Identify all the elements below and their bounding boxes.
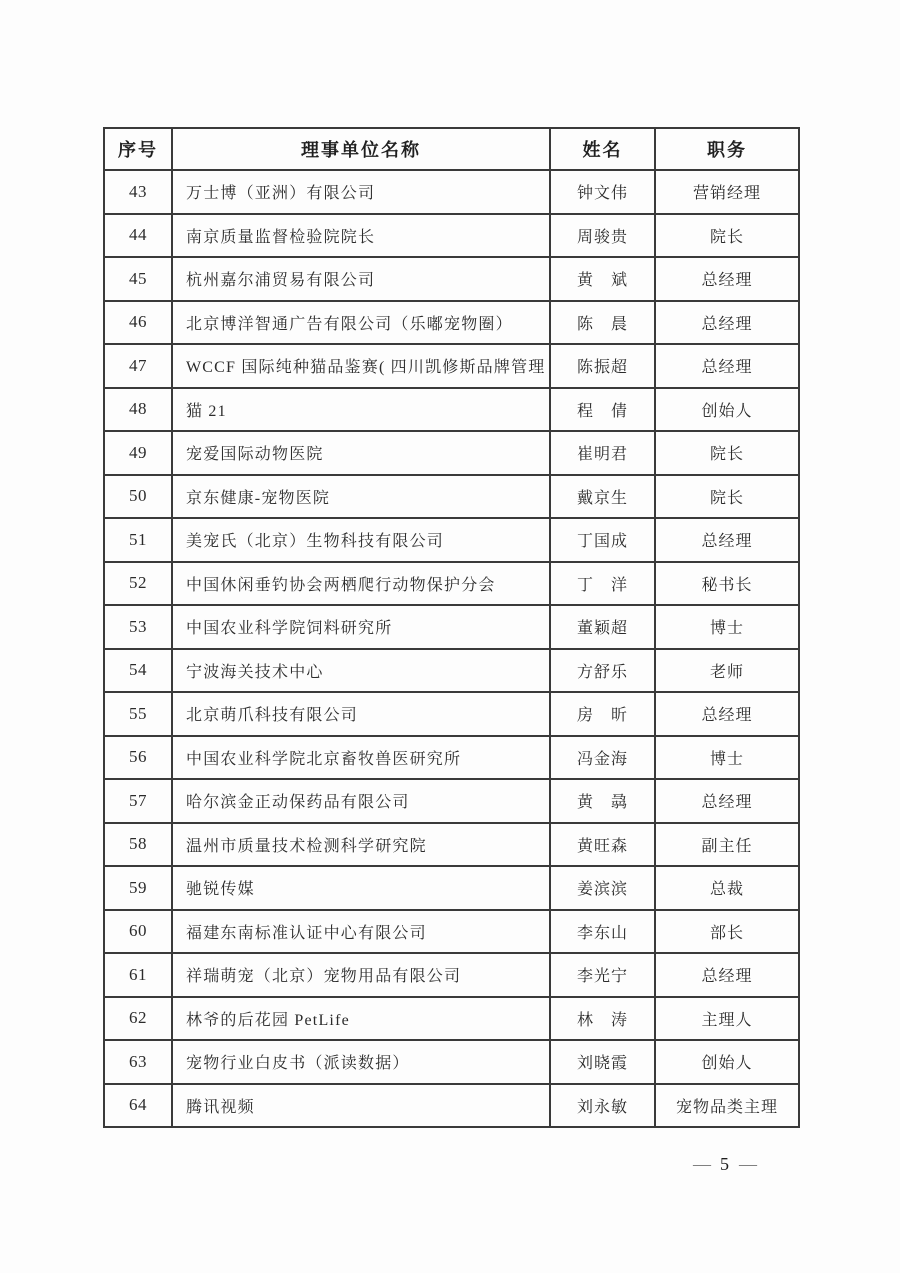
cell-organization-name: 哈尔滨金正动保药品有限公司: [172, 779, 550, 823]
cell-person-name: 李东山: [550, 910, 655, 954]
table-row: [104, 257, 799, 301]
page-number-left-dash: —: [693, 1154, 711, 1174]
cell-serial-number: 48: [104, 388, 172, 432]
page-number-value: 5: [720, 1154, 730, 1174]
table-row: [104, 866, 799, 910]
cell-job-title: 总经理: [655, 692, 799, 736]
table-row: [104, 475, 799, 519]
cell-job-title: 创始人: [655, 388, 799, 432]
cell-serial-number: 52: [104, 562, 172, 606]
cell-organization-name: 宠物行业白皮书（派读数据）: [172, 1040, 550, 1084]
table-row: [104, 170, 799, 214]
cell-person-name: 周骏贵: [550, 214, 655, 258]
cell-serial-number: 51: [104, 518, 172, 562]
table-row: [104, 214, 799, 258]
cell-job-title: 营销经理: [655, 170, 799, 214]
cell-serial-number: 49: [104, 431, 172, 475]
cell-job-title: 博士: [655, 736, 799, 780]
table-row: [104, 518, 799, 562]
table-row: [104, 301, 799, 345]
header-serial-number: 序号: [104, 128, 172, 170]
cell-organization-name: 温州市质量技术检测科学研究院: [172, 823, 550, 867]
header-person-name: 姓名: [550, 128, 655, 170]
cell-person-name: 丁 洋: [550, 562, 655, 606]
cell-job-title: 总经理: [655, 953, 799, 997]
cell-serial-number: 47: [104, 344, 172, 388]
cell-job-title: 总经理: [655, 344, 799, 388]
cell-organization-name: 北京博洋智通广告有限公司（乐嘟宠物圈）: [172, 301, 550, 345]
cell-job-title: 总经理: [655, 518, 799, 562]
cell-job-title: 总经理: [655, 257, 799, 301]
cell-serial-number: 61: [104, 953, 172, 997]
council-members-table: [103, 127, 800, 1128]
cell-job-title: 总裁: [655, 866, 799, 910]
cell-organization-name: 腾讯视频: [172, 1084, 550, 1128]
cell-job-title: 博士: [655, 605, 799, 649]
cell-organization-name: 万士博（亚洲）有限公司: [172, 170, 550, 214]
table-row: [104, 431, 799, 475]
cell-person-name: 李光宁: [550, 953, 655, 997]
cell-person-name: 姜滨滨: [550, 866, 655, 910]
table-row: [104, 736, 799, 780]
table-header-row: [104, 128, 799, 170]
cell-organization-name: WCCF 国际纯种猫品鉴赛( 四川凯修斯品牌管理: [172, 344, 550, 388]
cell-serial-number: 53: [104, 605, 172, 649]
cell-serial-number: 45: [104, 257, 172, 301]
cell-job-title: 院长: [655, 214, 799, 258]
cell-serial-number: 59: [104, 866, 172, 910]
cell-serial-number: 54: [104, 649, 172, 693]
table-row: [104, 692, 799, 736]
cell-person-name: 丁国成: [550, 518, 655, 562]
cell-person-name: 钟文伟: [550, 170, 655, 214]
cell-job-title: 创始人: [655, 1040, 799, 1084]
cell-serial-number: 56: [104, 736, 172, 780]
cell-person-name: 董颖超: [550, 605, 655, 649]
cell-person-name: 刘晓霞: [550, 1040, 655, 1084]
cell-person-name: 程 倩: [550, 388, 655, 432]
cell-person-name: 房 昕: [550, 692, 655, 736]
cell-organization-name: 林爷的后花园 PetLife: [172, 997, 550, 1041]
cell-person-name: 黄 斌: [550, 257, 655, 301]
cell-person-name: 刘永敏: [550, 1084, 655, 1128]
cell-serial-number: 58: [104, 823, 172, 867]
table-row: [104, 779, 799, 823]
cell-organization-name: 京东健康-宠物医院: [172, 475, 550, 519]
table-body: [104, 170, 799, 1127]
cell-job-title: 副主任: [655, 823, 799, 867]
table-row: [104, 649, 799, 693]
table-row: [104, 388, 799, 432]
cell-organization-name: 中国休闲垂钓协会两栖爬行动物保护分会: [172, 562, 550, 606]
cell-job-title: 宠物品类主理: [655, 1084, 799, 1128]
cell-serial-number: 60: [104, 910, 172, 954]
cell-person-name: 戴京生: [550, 475, 655, 519]
cell-organization-name: 猫 21: [172, 388, 550, 432]
table-row: [104, 344, 799, 388]
cell-job-title: 总经理: [655, 779, 799, 823]
cell-serial-number: 63: [104, 1040, 172, 1084]
cell-serial-number: 44: [104, 214, 172, 258]
cell-organization-name: 中国农业科学院饲料研究所: [172, 605, 550, 649]
cell-person-name: 方舒乐: [550, 649, 655, 693]
cell-serial-number: 64: [104, 1084, 172, 1128]
header-organization-name: 理事单位名称: [172, 128, 550, 170]
cell-organization-name: 中国农业科学院北京畜牧兽医研究所: [172, 736, 550, 780]
cell-serial-number: 62: [104, 997, 172, 1041]
cell-job-title: 总经理: [655, 301, 799, 345]
table-row: [104, 605, 799, 649]
cell-organization-name: 南京质量监督检验院院长: [172, 214, 550, 258]
cell-serial-number: 57: [104, 779, 172, 823]
cell-job-title: 老师: [655, 649, 799, 693]
table-row: [104, 910, 799, 954]
cell-organization-name: 宁波海关技术中心: [172, 649, 550, 693]
cell-organization-name: 宠爱国际动物医院: [172, 431, 550, 475]
cell-person-name: 黄 骉: [550, 779, 655, 823]
table-row: [104, 1084, 799, 1128]
cell-organization-name: 杭州嘉尔浦贸易有限公司: [172, 257, 550, 301]
cell-person-name: 冯金海: [550, 736, 655, 780]
cell-job-title: 部长: [655, 910, 799, 954]
cell-person-name: 陈 晨: [550, 301, 655, 345]
cell-organization-name: 祥瑞萌宠（北京）宠物用品有限公司: [172, 953, 550, 997]
cell-person-name: 崔明君: [550, 431, 655, 475]
cell-organization-name: 驰锐传媒: [172, 866, 550, 910]
cell-person-name: 黄旺森: [550, 823, 655, 867]
table-row: [104, 823, 799, 867]
cell-job-title: 秘书长: [655, 562, 799, 606]
cell-person-name: 林 涛: [550, 997, 655, 1041]
page-number-right-dash: —: [739, 1154, 757, 1174]
header-job-title: 职务: [655, 128, 799, 170]
table-row: [104, 997, 799, 1041]
cell-serial-number: 55: [104, 692, 172, 736]
cell-serial-number: 43: [104, 170, 172, 214]
cell-job-title: 院长: [655, 475, 799, 519]
cell-organization-name: 北京萌爪科技有限公司: [172, 692, 550, 736]
table-row: [104, 562, 799, 606]
cell-job-title: 主理人: [655, 997, 799, 1041]
cell-organization-name: 福建东南标准认证中心有限公司: [172, 910, 550, 954]
cell-person-name: 陈振超: [550, 344, 655, 388]
table-row: [104, 1040, 799, 1084]
page-number: [655, 1152, 795, 1176]
cell-organization-name: 美宠氏（北京）生物科技有限公司: [172, 518, 550, 562]
cell-serial-number: 46: [104, 301, 172, 345]
cell-job-title: 院长: [655, 431, 799, 475]
cell-serial-number: 50: [104, 475, 172, 519]
table-row: [104, 953, 799, 997]
